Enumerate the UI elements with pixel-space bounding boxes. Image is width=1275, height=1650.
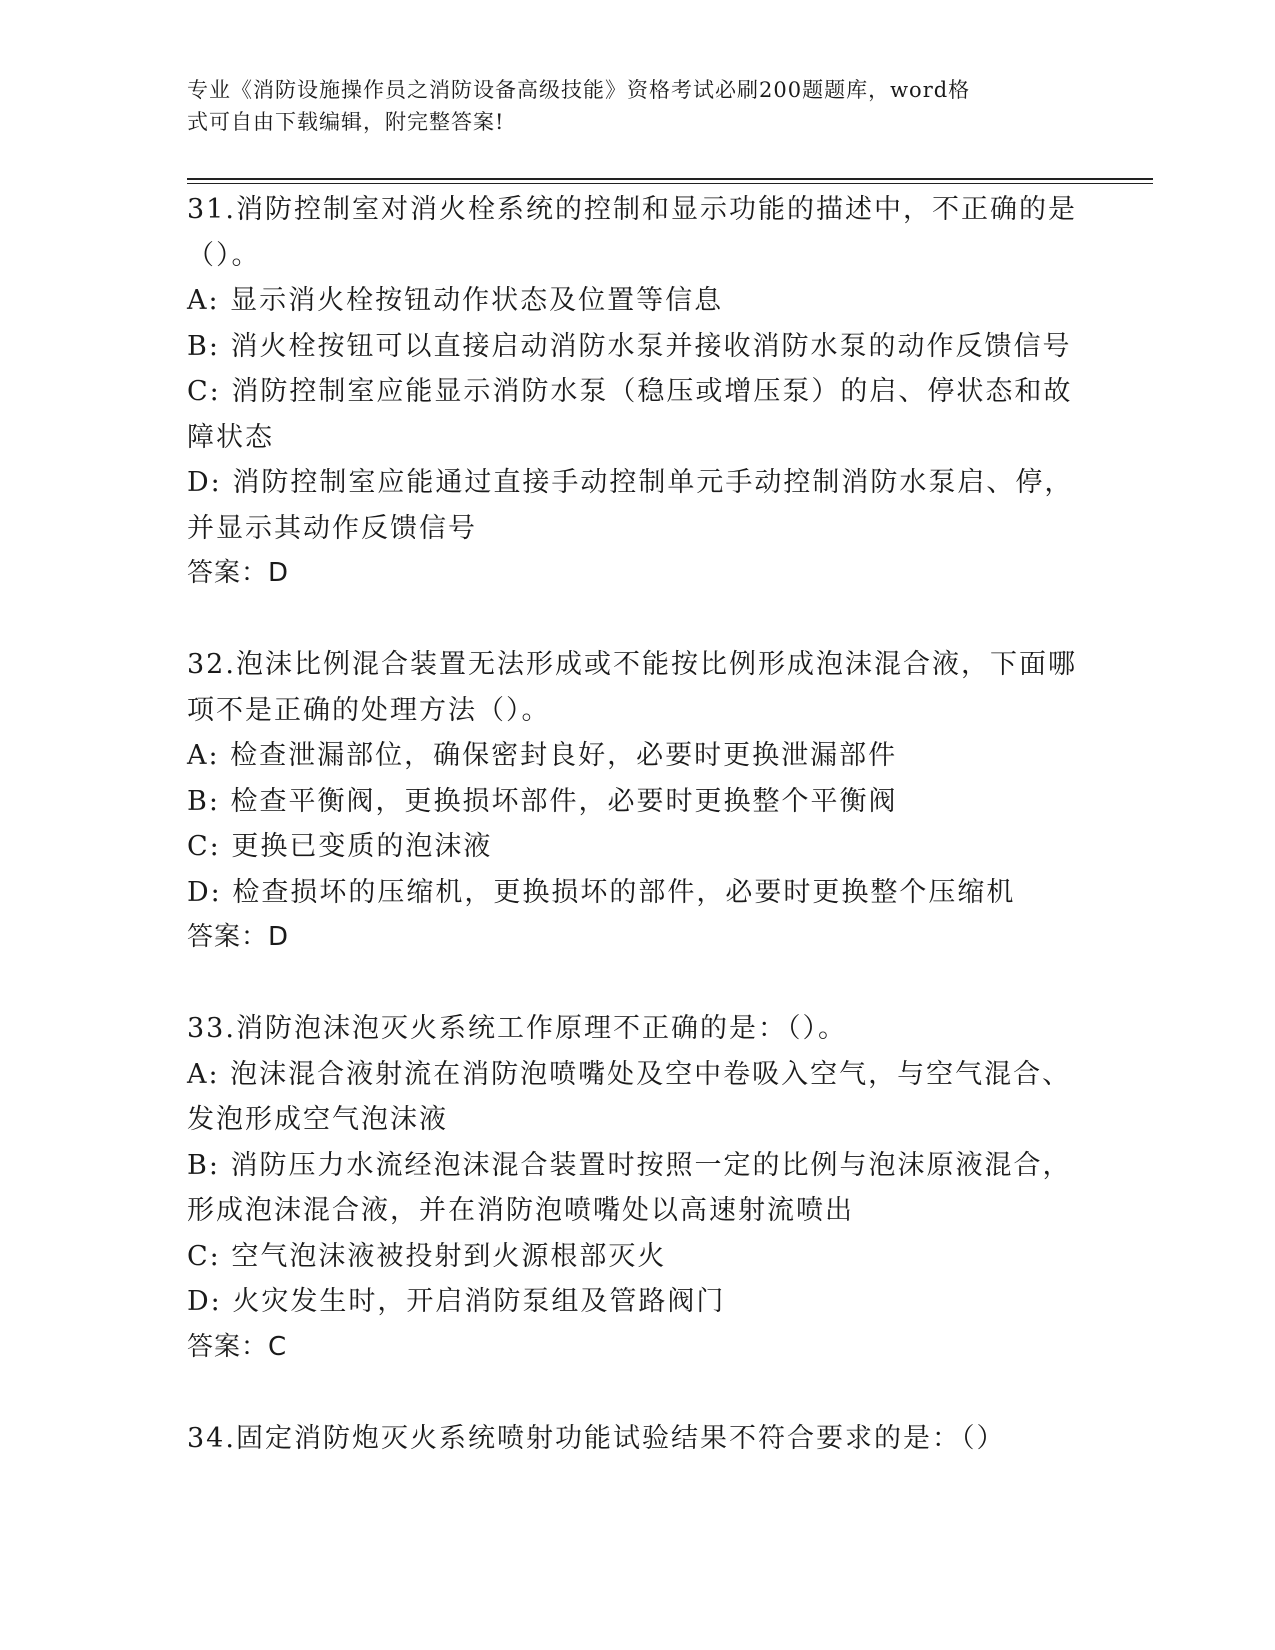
question-32 (187, 642, 1087, 961)
question-stem: 33.消防泡沫泡灭火系统工作原理不正确的是：（）。 (187, 1013, 847, 1044)
header-divider (187, 178, 1153, 180)
option-c: C: 空气泡沫液被投射到火源根部灭火 (187, 1240, 667, 1272)
option-d: D: 火灾发生时，开启消防泵组及管路阀门 (187, 1286, 726, 1317)
question-33 (187, 1006, 1087, 1370)
option-b: B: 消火栓按钮可以直接启动消防水泵并接收消防水泵的动作反馈信号 (187, 330, 1072, 362)
header-line-2: 式可自由下载编辑，附完整答案! (187, 110, 505, 134)
document-header (187, 74, 1067, 138)
header-line-1: 专业《消防设施操作员之消防设备高级技能》资格考试必刷200题题库，word格 (187, 78, 971, 102)
option-c: C: 消防控制室应能显示消防水泵（稳压或增压泵）的启、停状态和故障状态 (187, 376, 1073, 453)
option-d: D: 检查损坏的压缩机，更换损坏的部件，必要时更换整个压缩机 (187, 876, 1016, 908)
question-stem: 34.固定消防炮灭火系统喷射功能试验结果不符合要求的是：（） (187, 1422, 1006, 1454)
header-divider-thin (187, 183, 1153, 184)
option-b: B: 检查平衡阀，更换损坏部件，必要时更换整个平衡阀 (187, 785, 898, 817)
question-stem: 32.泡沫比例混合装置无法形成或不能按比例形成泡沫混合液，下面哪项不是正确的处理方法（）。 (187, 649, 1077, 726)
question-stem: 31.消防控制室对消火栓系统的控制和显示功能的描述中，不正确的是（）。 (187, 194, 1077, 271)
option-d: D: 消防控制室应能通过直接手动控制单元手动控制消防水泵启、停，并显示其动作反馈信号 (187, 467, 1074, 544)
question-list (187, 187, 1087, 1507)
option-c: C: 更换已变质的泡沫液 (187, 831, 493, 862)
option-a: A: 显示消火栓按钮动作状态及位置等信息 (187, 285, 724, 316)
answer: 答案：D (187, 558, 290, 588)
answer: 答案：D (187, 922, 290, 952)
question-31 (187, 187, 1087, 597)
option-b: B: 消防压力水流经泡沫混合装置时按照一定的比例与泡沫原液混合，形成泡沫混合液，并在消防泡喷嘴处以高速射流喷出 (187, 1149, 1072, 1226)
option-a: A: 泡沫混合液射流在消防泡喷嘴处及空中卷吸入空气，与空气混合、发泡形成空气泡沫液 (187, 1058, 1072, 1135)
option-a: A: 检查泄漏部位，确保密封良好，必要时更换泄漏部件 (187, 740, 898, 771)
answer: 答案：C (187, 1331, 288, 1362)
question-34 (187, 1416, 1087, 1462)
